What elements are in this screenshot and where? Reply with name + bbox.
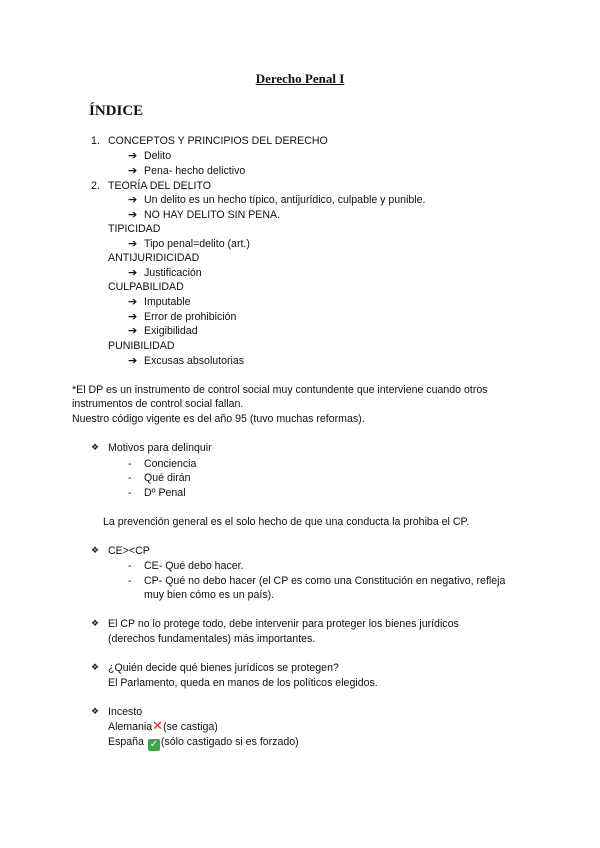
category-label: ANTIJURIDICIDAD	[108, 252, 200, 264]
index-heading: ÍNDICE	[89, 103, 144, 119]
diamond-bullet-icon: ❖	[91, 546, 100, 556]
prevencion-text: La prevención general es el solo hecho de que una conducta la prohiba el CP.	[103, 516, 470, 528]
dash-icon: -	[128, 487, 132, 499]
dash-item: CE- Qué debo hacer.	[144, 560, 244, 572]
dash-icon: -	[128, 575, 132, 587]
dash-item: Qué dirán	[144, 472, 191, 484]
diamond-bullet-icon: ❖	[91, 663, 100, 673]
sub-item: Imputable	[144, 296, 191, 308]
arrow-icon: ➔	[128, 193, 138, 206]
category-label: CULPABILIDAD	[108, 281, 184, 293]
sub-item: Un delito es un hecho típico, antijurídico, culpable y punible.	[144, 194, 426, 206]
bullet-text: (derechos fundamentales) más importantes.	[108, 633, 316, 645]
sub-item: Tipo penal=delito (art.)	[144, 238, 250, 250]
category-label: PUNIBILIDAD	[108, 340, 175, 352]
list-number: 1.	[91, 135, 100, 147]
sub-item: Delito	[144, 150, 172, 162]
list-item-label: CONCEPTOS Y PRINCIPIOS DEL DERECHO	[108, 135, 328, 147]
dash-icon: -	[128, 560, 132, 572]
list-item-label: TEORÍA DEL DELITO	[108, 180, 212, 192]
arrow-icon: ➔	[128, 295, 138, 308]
check-mark-icon: ✓	[149, 739, 159, 750]
list-number: 2.	[91, 180, 100, 192]
note-line: Nuestro código vigente es del año 95 (tuvo muchas reformas).	[72, 413, 365, 425]
arrow-icon: ➔	[128, 266, 138, 279]
sub-item: NO HAY DELITO SIN PENA.	[144, 209, 280, 221]
arrow-icon: ➔	[128, 164, 138, 177]
category-label: TIPICIDAD	[108, 223, 161, 235]
sub-item: Justificación	[144, 267, 202, 279]
bullet-text: El CP no lo protege todo, debe intervenir para proteger los bienes jurídicos	[108, 618, 459, 630]
note-line: *El DP es un instrumento de control social muy contundente que interviene cuando otros	[72, 384, 488, 396]
country-label: España	[108, 736, 144, 748]
country-label: Alemania	[108, 721, 153, 733]
sub-item: Excusas absolutorias	[144, 355, 245, 367]
page-title: Derecho Penal I	[255, 71, 345, 86]
bullet-heading: CE><CP	[108, 545, 150, 557]
arrow-icon: ➔	[128, 310, 138, 323]
arrow-icon: ➔	[128, 237, 138, 250]
arrow-icon: ➔	[128, 149, 138, 162]
cross-mark-icon: ✕	[152, 718, 164, 733]
diamond-bullet-icon: ❖	[91, 707, 100, 717]
bullet-text: ¿Quién decide qué bienes jurídicos se protegen?	[108, 662, 339, 674]
bullet-heading: Motivos para delinquir	[108, 442, 212, 454]
incesto-espana	[108, 735, 299, 751]
incesto-alemania	[108, 719, 218, 734]
country-note: (sólo castigado si es forzado)	[160, 736, 299, 748]
arrow-icon: ➔	[128, 208, 138, 221]
bullet-heading: Incesto	[108, 706, 143, 718]
dash-item-continuation: muy bien cómo es un país).	[144, 589, 275, 601]
sub-item: Exigibilidad	[144, 325, 198, 337]
dash-item: CP- Qué no debo hacer (el CP es como una Constitución en negativo, refleja	[144, 575, 506, 587]
sub-item: Error de prohibición	[144, 311, 237, 323]
dash-icon: -	[128, 472, 132, 484]
country-note: (se castiga)	[163, 721, 218, 733]
note-line: instrumentos de control social fallan.	[72, 398, 244, 410]
dash-item: Conciencia	[144, 458, 197, 470]
dash-icon: -	[128, 458, 132, 470]
diamond-bullet-icon: ❖	[91, 443, 100, 453]
dash-item: Dº Penal	[144, 487, 186, 499]
arrow-icon: ➔	[128, 354, 138, 367]
sub-item: Pena- hecho delictivo	[144, 165, 246, 177]
bullet-text: El Parlamento, queda en manos de los políticos elegidos.	[108, 677, 378, 689]
arrow-icon: ➔	[128, 324, 138, 337]
diamond-bullet-icon: ❖	[91, 619, 100, 629]
